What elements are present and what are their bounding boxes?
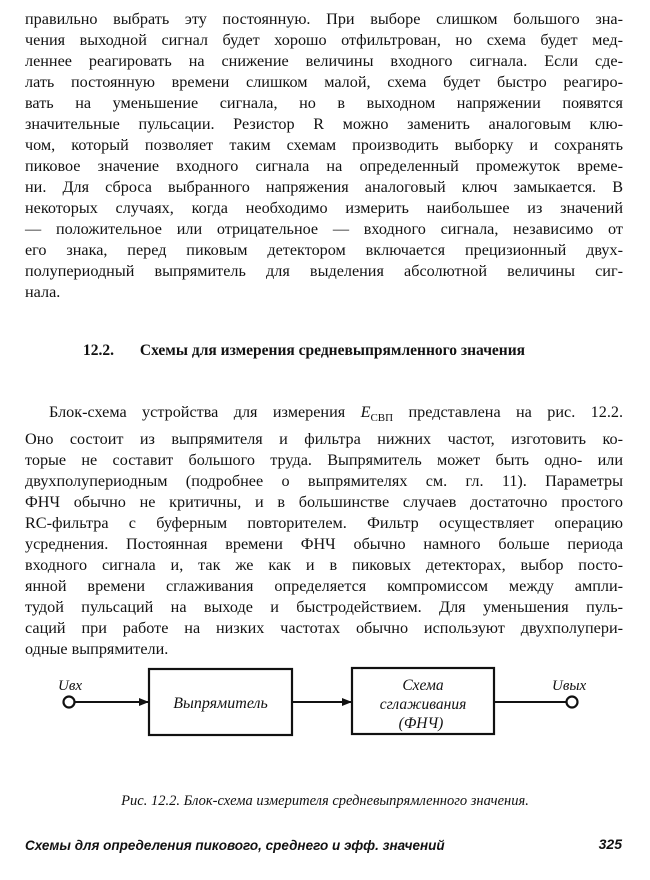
text-line: торые не составит большого труда. Выпрямитель может быть одно- или — [25, 451, 623, 470]
output-terminal — [567, 697, 578, 708]
text-line: некоторых случаях, когда необходимо измерить наибольшее из значений — [25, 199, 623, 217]
text-line: Оно состоит из выпрямителя и фильтра нижних частот, изготовить ко- — [25, 430, 623, 449]
text-line: RC-фильтра с буферным повторителем. Фильтр осуществляет операцию — [25, 514, 623, 533]
text-line: леннее реагировать на снижение величины входного сигнала. Если сде- — [25, 52, 623, 70]
section-heading — [83, 342, 525, 360]
rectifier-label: Выпрямитель — [173, 695, 268, 712]
text-line: Блок-схема устройства для измерения $E_{СВП}$ представлена на рис. 12.2. — [49, 403, 624, 425]
text-line: нала. — [25, 283, 61, 301]
text-line: ФНЧ обычно не критичны, и в большинстве случаев достаточно простого — [25, 493, 623, 512]
smoothing-label-line: Схема — [402, 677, 444, 694]
section-number: 12.2. — [83, 342, 114, 359]
text-line: пиковое значение входного сигнала на определенный промежуток време- — [25, 157, 623, 175]
running-footer-title: Схемы для определения пикового, среднего и эфф. значений — [25, 838, 445, 853]
text-line: ни. Для сброса выбранного напряжения аналоговый ключ замыкается. В — [25, 178, 623, 196]
text-line: полупериодный выпрямитель для выделения абсолютной величины сиг- — [25, 262, 623, 280]
text-line: его знака, перед пиковым детектором включается прецизионный двух- — [25, 241, 623, 259]
text-line: одные выпрямители. — [25, 640, 169, 659]
section-title: Схемы для измерения средневыпрямленного значения — [139, 342, 526, 359]
figure-caption: Рис. 12.2. Блок-схема измерителя средневыпрямленного значения. — [121, 793, 529, 809]
text-line: правильно выбрать эту постоянную. При выборе слишком большого зна- — [25, 10, 623, 28]
text-line: тудой пульсаций на выходе и быстродействием. Для уменьшения пуль- — [25, 598, 623, 617]
smoothing-label-line: сглаживания — [379, 696, 467, 713]
text-line: усреднения. Постоянная времени ФНЧ обычно намного больше периода — [25, 535, 623, 554]
text-line: чения выходной сигнал будет хорошо отфильтрован, но схема будет мед- — [25, 31, 623, 49]
paragraph-peak-detector — [25, 9, 623, 303]
page-number: 325 — [598, 836, 622, 852]
text-line: янной времени сглаживания определяется компромиссом между ампли- — [25, 577, 623, 596]
text-line: входного сигнала и, так же как и в пиковых детекторах, выбор посто- — [25, 556, 623, 575]
text-line: чом, который позволяет таким схемам производить выборку и сохранять — [25, 136, 623, 154]
input-terminal — [64, 697, 75, 708]
paragraph-average-meter — [25, 402, 623, 660]
block-diagram — [0, 650, 650, 770]
text-line: — положительное или отрицательное — входного сигнала, независимо от — [25, 220, 623, 238]
text-line: значительные пульсации. Резистор R можно заменить аналоговым клю- — [25, 115, 623, 133]
text-line: вать на уменьшение сигнала, но в выходном напряжении появятся — [25, 94, 623, 112]
text-line: саций при работе на низких частотах обычно используют двухполупери- — [25, 619, 623, 638]
text-line: двухполупериодным (подробнее о выпрямителях см. гл. 11). Параметры — [25, 472, 623, 491]
smoothing-label-line: (ФНЧ) — [398, 715, 444, 732]
output-label: Uвых — [552, 678, 587, 694]
input-label: Uвх — [58, 678, 83, 694]
text-line: лать постоянную времени слишком малой, схема будет быстро реагиро- — [25, 73, 623, 91]
